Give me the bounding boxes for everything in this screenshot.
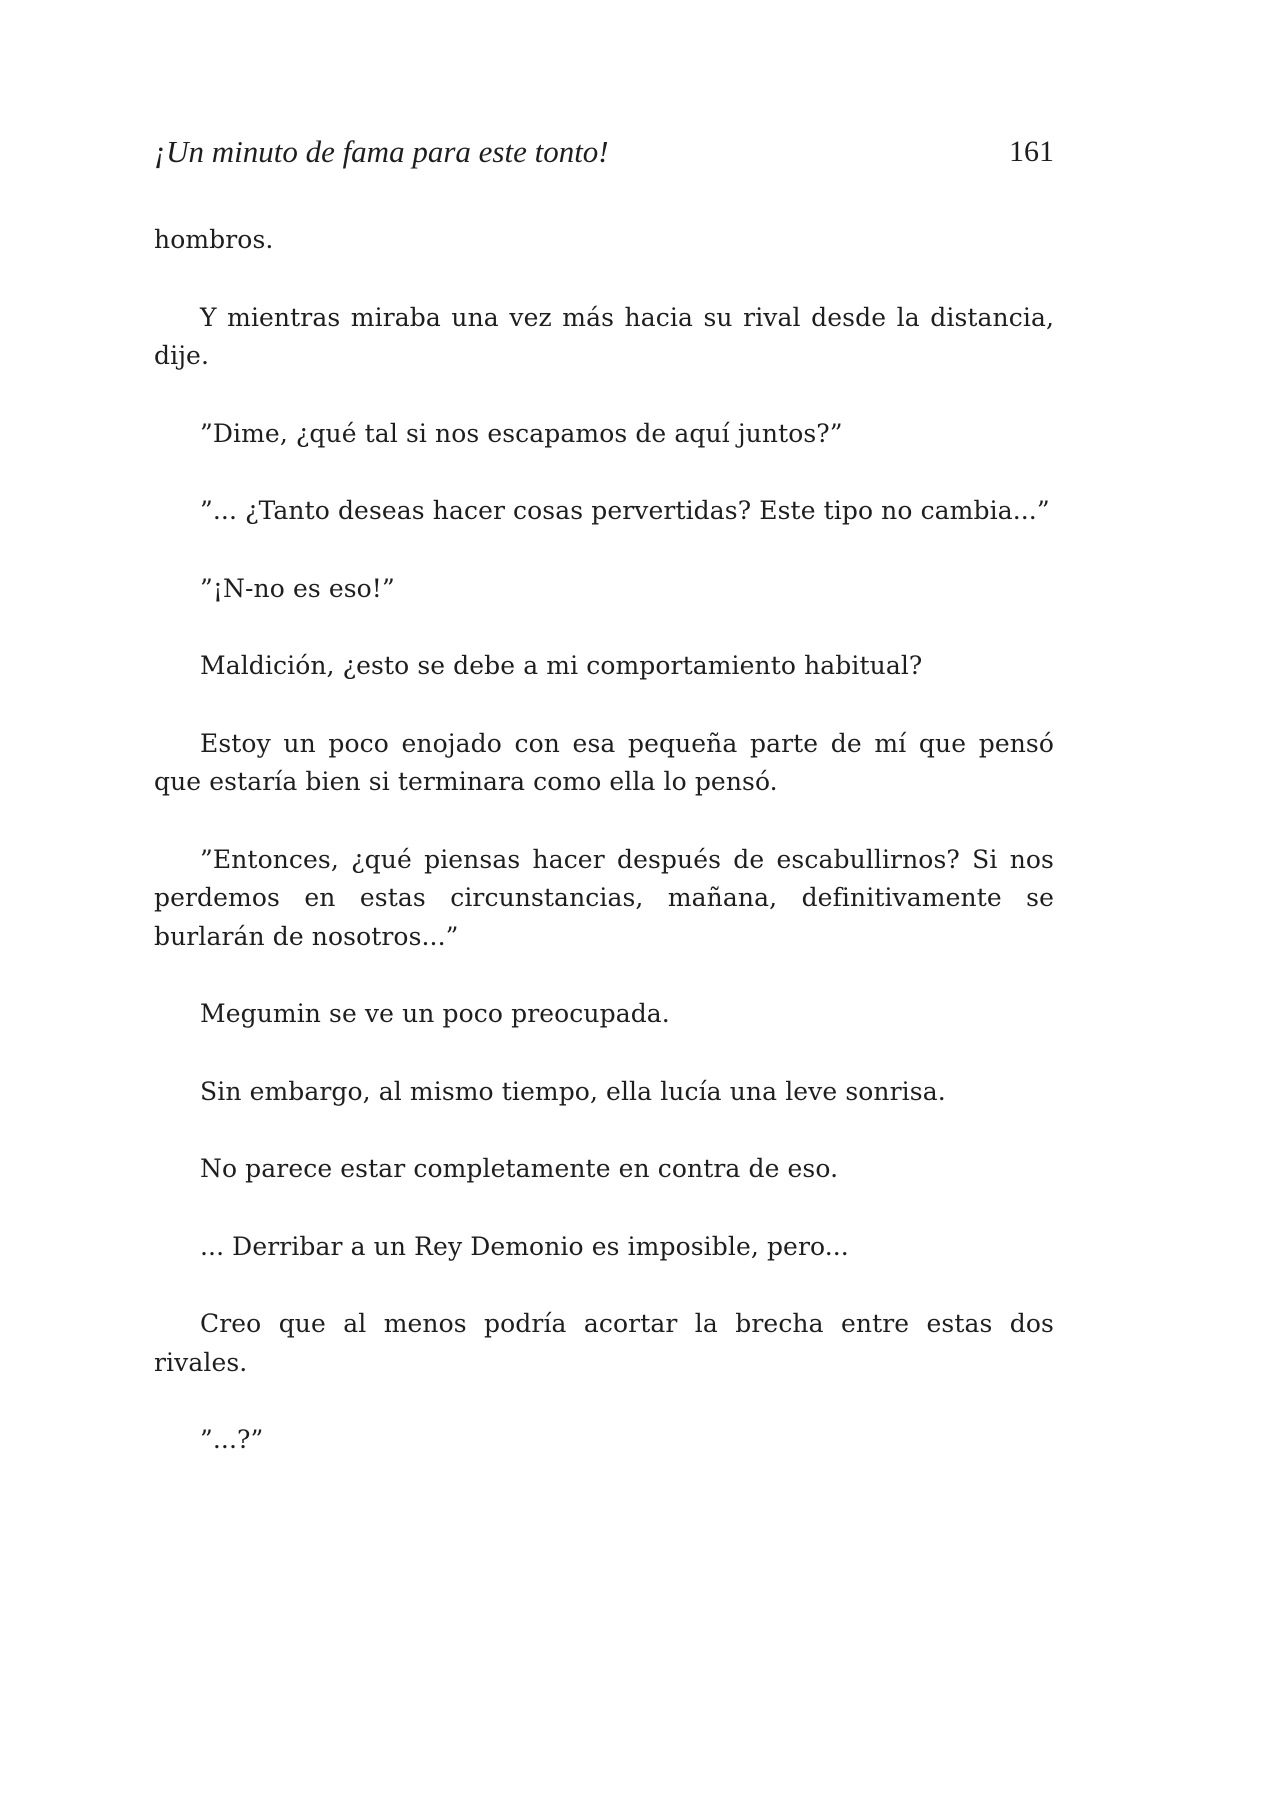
dialogue-line: ”... ¿Tanto deseas hacer cosas pervertidas? Este tipo no cambia...” xyxy=(200,496,1050,525)
paragraph: Megumin se ve un poco preocupada. xyxy=(200,999,670,1028)
dialogue-line: ”Dime, ¿qué tal si nos escapamos de aquí juntos?” xyxy=(200,418,843,448)
page-number: 161 xyxy=(1009,135,1054,168)
paragraph: ... Derribar a un Rey Demonio es imposible, pero... xyxy=(200,1231,849,1261)
page-header xyxy=(154,128,1054,176)
dialogue-line: ”Entonces, ¿qué piensas hacer después de escabullirnos? Si nos perdemos en estas circunstancias, mañana, definitivamente se burlarán de nosotros...” xyxy=(154,844,1054,951)
paragraph: Sin embargo, al mismo tiempo, ella lucía una leve sonrisa. xyxy=(200,1076,946,1106)
running-title: ¡Un minuto de fama para este tonto! xyxy=(154,134,609,169)
dialogue-line: ”...?” xyxy=(200,1425,264,1454)
body-text xyxy=(154,221,1054,1499)
paragraph: Estoy un poco enojado con esa pequeña parte de mí que pensó que estaría bien si terminara como ella lo pensó. xyxy=(154,728,1054,796)
paragraph: Y mientras miraba una vez más hacia su rival desde la distancia, dije. xyxy=(154,302,1054,370)
paragraph: No parece estar completamente en contra de eso. xyxy=(200,1154,839,1183)
dialogue-line: ”¡N-no es eso!” xyxy=(200,573,395,603)
paragraph-continuation: hombros. xyxy=(154,225,274,254)
paragraph: Creo que al menos podría acortar la brecha entre estas dos rivales. xyxy=(154,1309,1054,1377)
paragraph: Maldición, ¿esto se debe a mi comportamiento habitual? xyxy=(200,651,923,680)
